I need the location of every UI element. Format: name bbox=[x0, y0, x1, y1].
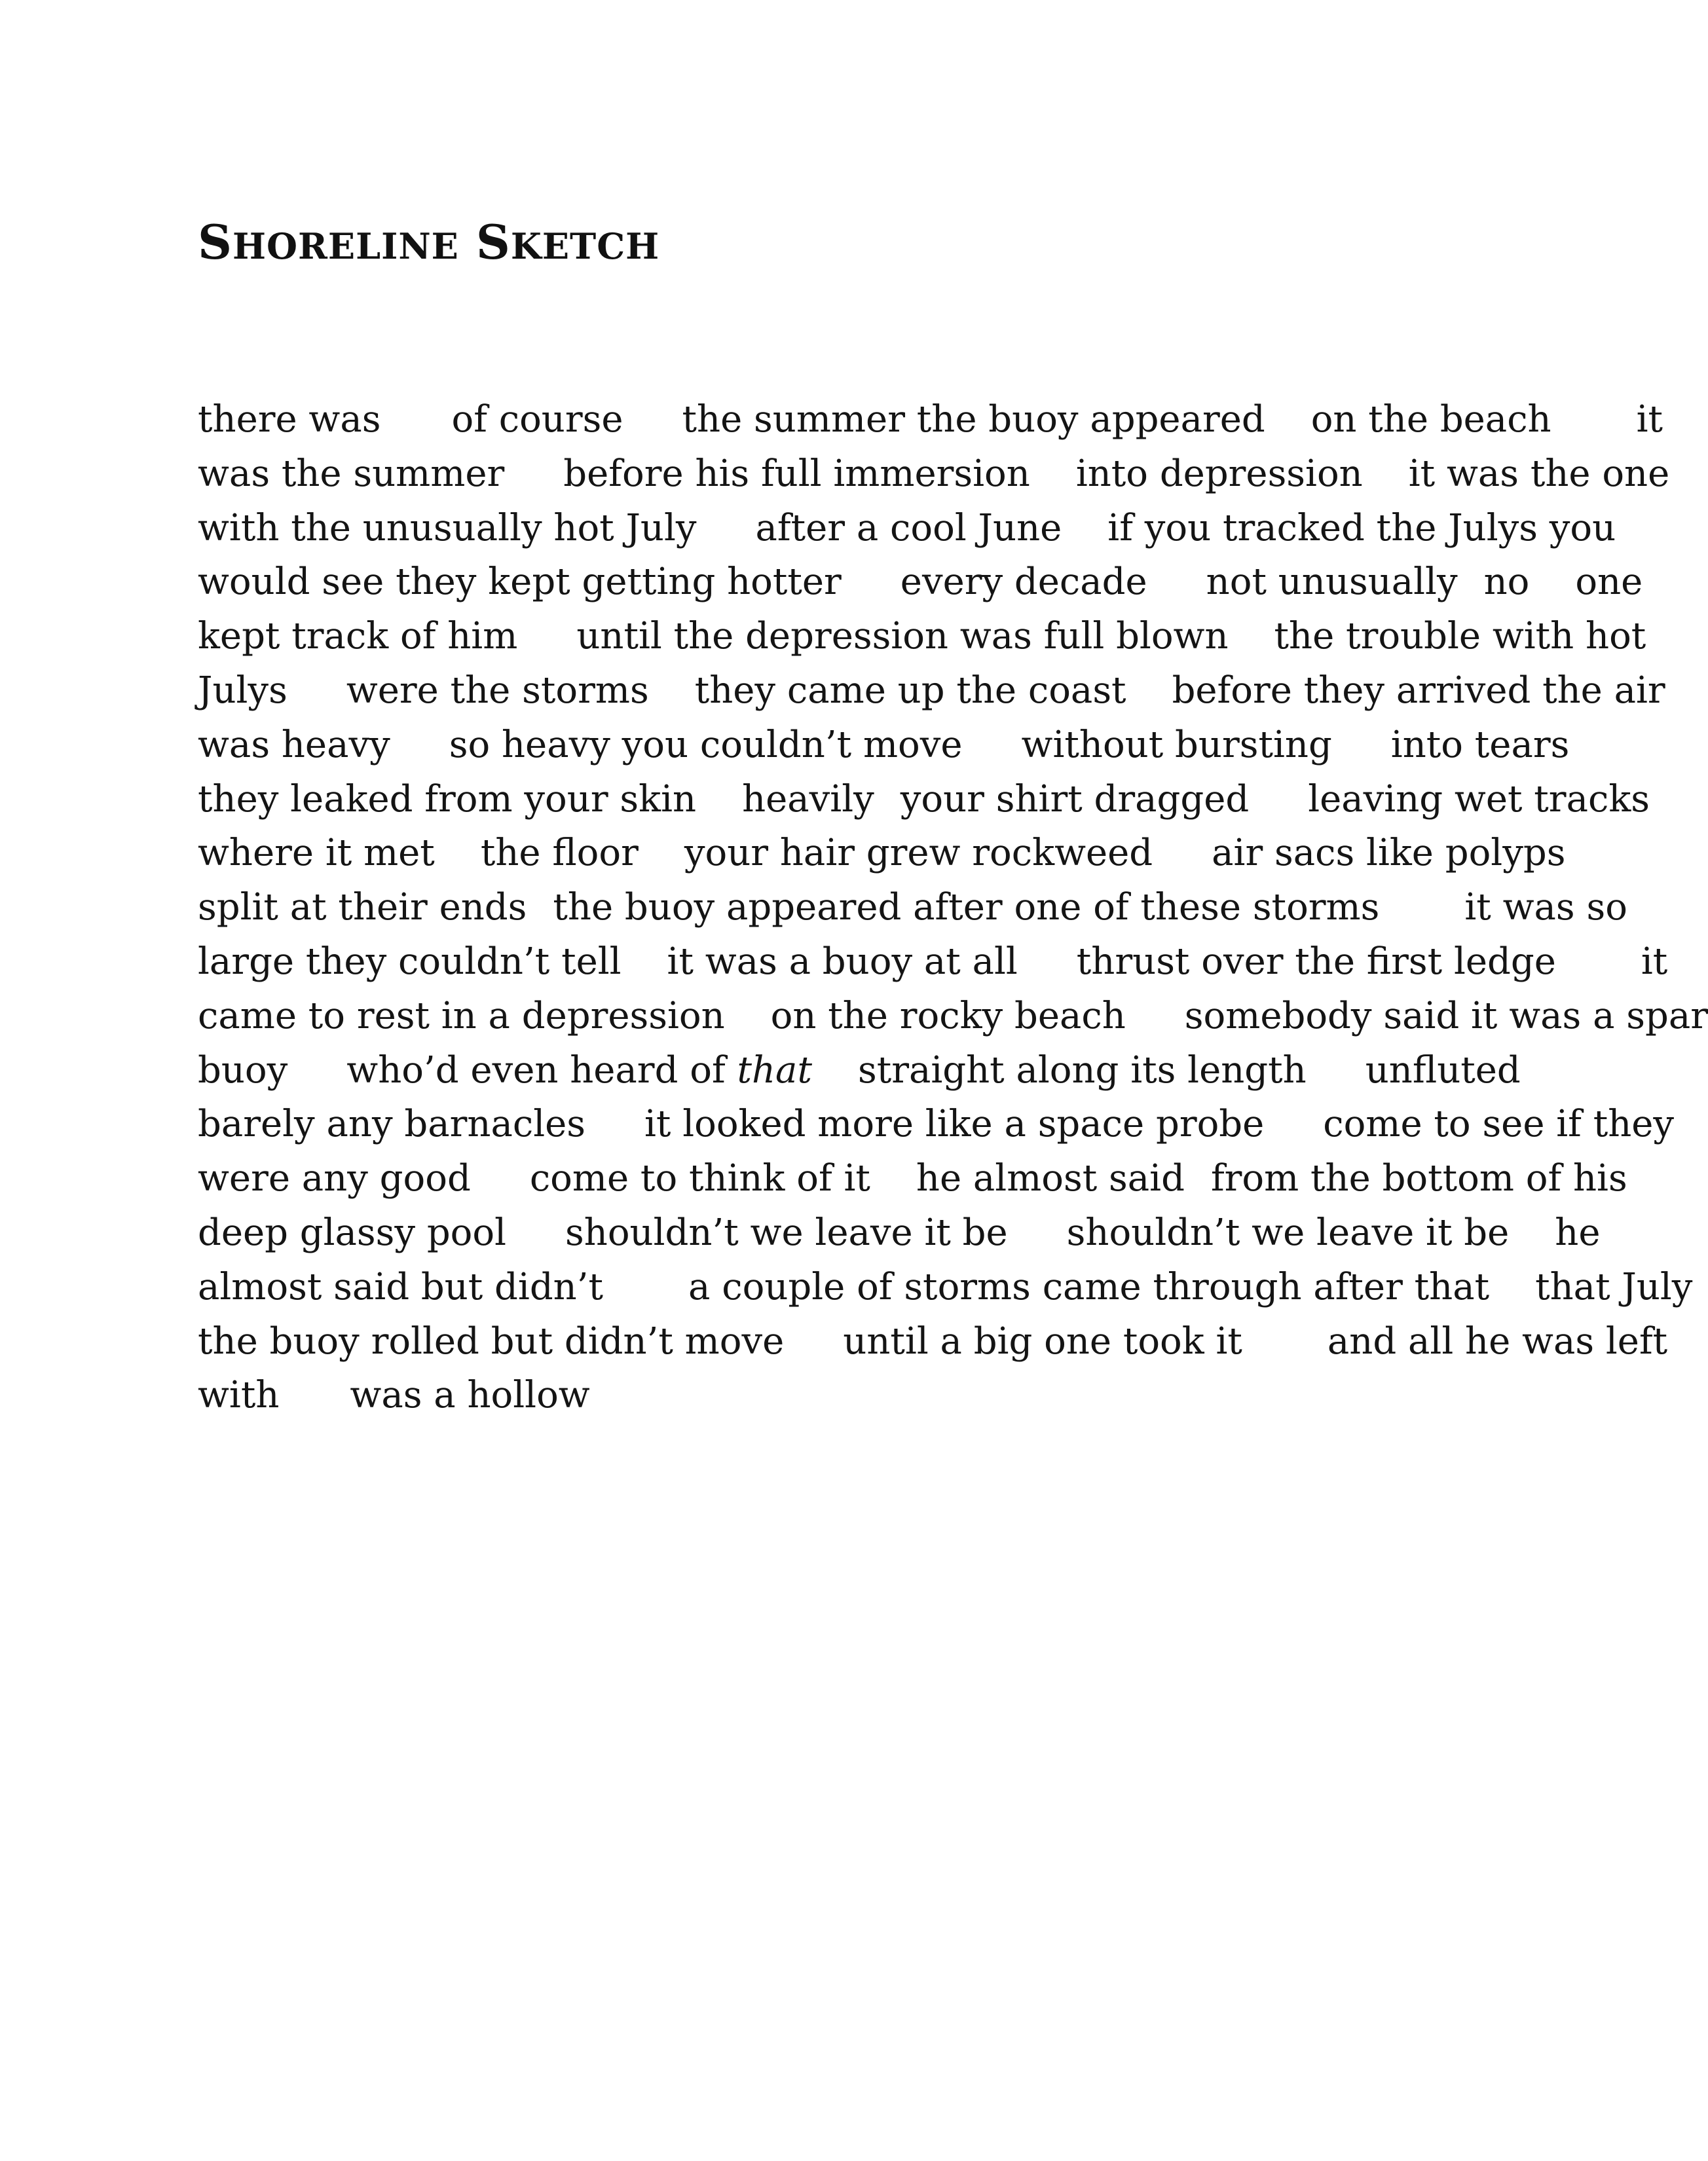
poem-phrase: from the bottom of his bbox=[1210, 1157, 1627, 1200]
poem-phrase: the floor bbox=[480, 832, 639, 875]
poem-phrase: before they arrived the air bbox=[1172, 669, 1665, 712]
poem-line bbox=[198, 447, 1670, 502]
poem-line bbox=[198, 1369, 1560, 1423]
poem-phrase: before his full immersion bbox=[563, 452, 1030, 495]
poem-phrase: the buoy rolled but didn’t move bbox=[198, 1320, 785, 1363]
poem-phrase: it was the one bbox=[1408, 452, 1670, 495]
title-rest-2: KETCH bbox=[510, 225, 660, 267]
title-rest-1: HORELINE bbox=[232, 225, 459, 267]
poem-line bbox=[198, 935, 1668, 989]
poem-phrase: were the storms bbox=[346, 669, 649, 712]
poem-phrase: Julys bbox=[198, 669, 288, 712]
poem-phrase: barely any barnacles bbox=[198, 1103, 585, 1146]
title-initial-1: S bbox=[198, 214, 232, 270]
poem-phrase: they came up the coast bbox=[694, 669, 1126, 712]
poem-phrase: came to rest in a depression bbox=[198, 994, 725, 1037]
poem-phrase: with bbox=[198, 1374, 280, 1417]
poem-phrase: there was bbox=[198, 398, 381, 441]
poem-phrase: would see they kept getting hotter bbox=[198, 561, 842, 604]
poem-phrase: were any good bbox=[198, 1157, 471, 1200]
poem-phrase: the summer the buoy appeared bbox=[682, 398, 1265, 441]
poem-line bbox=[198, 393, 1663, 447]
poem-phrase: they leaked from your skin bbox=[198, 777, 697, 821]
poem-line bbox=[198, 1152, 1627, 1206]
poem-phrase: was a hollow bbox=[350, 1374, 590, 1417]
poem-phrase: your hair grew rockweed bbox=[684, 832, 1153, 875]
poem-phrase: your shirt dragged bbox=[900, 777, 1250, 821]
poem-phrase: with the unusually hot July bbox=[198, 506, 697, 549]
poem-phrase: until the depression was full blown bbox=[576, 615, 1229, 658]
poem-phrase: he almost said bbox=[916, 1157, 1185, 1200]
poem-phrase: heavily bbox=[742, 777, 874, 821]
poem-phrase: on the rocky beach bbox=[770, 994, 1126, 1037]
poem-line bbox=[198, 502, 1616, 556]
poem-phrase: that July bbox=[1535, 1265, 1693, 1308]
poem-phrase: thrust over the first ledge bbox=[1076, 940, 1556, 983]
poem-phrase: leaving wet tracks bbox=[1308, 777, 1650, 821]
poem-phrase: into tears bbox=[1390, 723, 1570, 766]
poem-phrase: every decade bbox=[900, 561, 1147, 604]
poem-phrase: buoy bbox=[198, 1048, 288, 1092]
poem-phrase: deep glassy pool bbox=[198, 1211, 507, 1254]
poem-line bbox=[198, 989, 1708, 1044]
poem-phrase: shouldn’t we leave it be bbox=[565, 1211, 1008, 1254]
poem-phrase: of course bbox=[451, 398, 623, 441]
poem-phrase: and all he was left bbox=[1327, 1320, 1668, 1363]
poem-phrase: into depression bbox=[1075, 452, 1363, 495]
poem-phrase: was heavy bbox=[198, 723, 390, 766]
poem-line bbox=[198, 1206, 1601, 1261]
poem-phrase: if you tracked the Julys you bbox=[1107, 506, 1616, 549]
poem-phrase: it bbox=[1641, 940, 1668, 983]
poem-phrase: straight along its length bbox=[857, 1048, 1307, 1092]
poem-title bbox=[198, 213, 659, 276]
poem-phrase: almost said but didn’t bbox=[198, 1265, 604, 1308]
poem-line bbox=[198, 881, 1627, 935]
poem-line bbox=[198, 610, 1646, 664]
poem-phrase: on the beach bbox=[1310, 398, 1551, 441]
poem-phrase: who’d even heard of bbox=[346, 1048, 726, 1092]
poem-line bbox=[198, 1315, 1668, 1369]
poem-line bbox=[198, 1044, 1560, 1098]
poem-phrase: come to see if they bbox=[1323, 1103, 1675, 1146]
poem-phrase: no bbox=[1483, 561, 1530, 604]
poem-phrase: after a cool June bbox=[755, 506, 1062, 549]
poem-line bbox=[198, 664, 1665, 718]
poem-phrase: so heavy you couldn’t move bbox=[449, 723, 963, 766]
poem-phrase: a couple of storms came through after that bbox=[688, 1265, 1490, 1308]
poem-phrase: not unusually bbox=[1206, 561, 1458, 604]
poem-phrase: was the summer bbox=[198, 452, 505, 495]
poem-line bbox=[198, 826, 1566, 881]
poem-phrase: until a big one took it bbox=[843, 1320, 1242, 1363]
poem-line bbox=[198, 1261, 1693, 1315]
poem-line bbox=[198, 718, 1570, 773]
poem-phrase: it was a buoy at all bbox=[667, 940, 1018, 983]
poem-phrase: shouldn’t we leave it be bbox=[1066, 1211, 1510, 1254]
poem-phrase: air sacs like polyps bbox=[1212, 832, 1566, 875]
poem-phrase: where it met bbox=[198, 832, 435, 875]
poem-phrase: split at their ends bbox=[198, 886, 527, 929]
poem-phrase: large they couldn’t tell bbox=[198, 940, 622, 983]
poem-phrase: the trouble with hot bbox=[1274, 615, 1646, 658]
poem-line bbox=[198, 773, 1650, 827]
poem-phrase: without bursting bbox=[1021, 723, 1332, 766]
poem-phrase: it looked more like a space probe bbox=[644, 1103, 1265, 1146]
title-initial-2: S bbox=[475, 214, 511, 270]
poem-phrase-italic: that bbox=[737, 1048, 812, 1092]
poem-phrase: he bbox=[1555, 1211, 1601, 1254]
poem-phrase: it bbox=[1636, 398, 1663, 441]
poem-phrase: come to think of it bbox=[529, 1157, 870, 1200]
poem-phrase: one bbox=[1575, 561, 1643, 604]
poem-line bbox=[198, 555, 1643, 610]
poem-phrase: the buoy appeared after one of these storms bbox=[553, 886, 1380, 929]
poem-line bbox=[198, 1098, 1675, 1152]
poem-phrase: kept track of him bbox=[198, 615, 518, 658]
poem-phrase: unfluted bbox=[1365, 1048, 1521, 1092]
poem-body bbox=[198, 393, 1708, 1423]
poem-phrase: it was so bbox=[1464, 886, 1627, 929]
poem-phrase: somebody said it was a spar bbox=[1184, 994, 1708, 1037]
